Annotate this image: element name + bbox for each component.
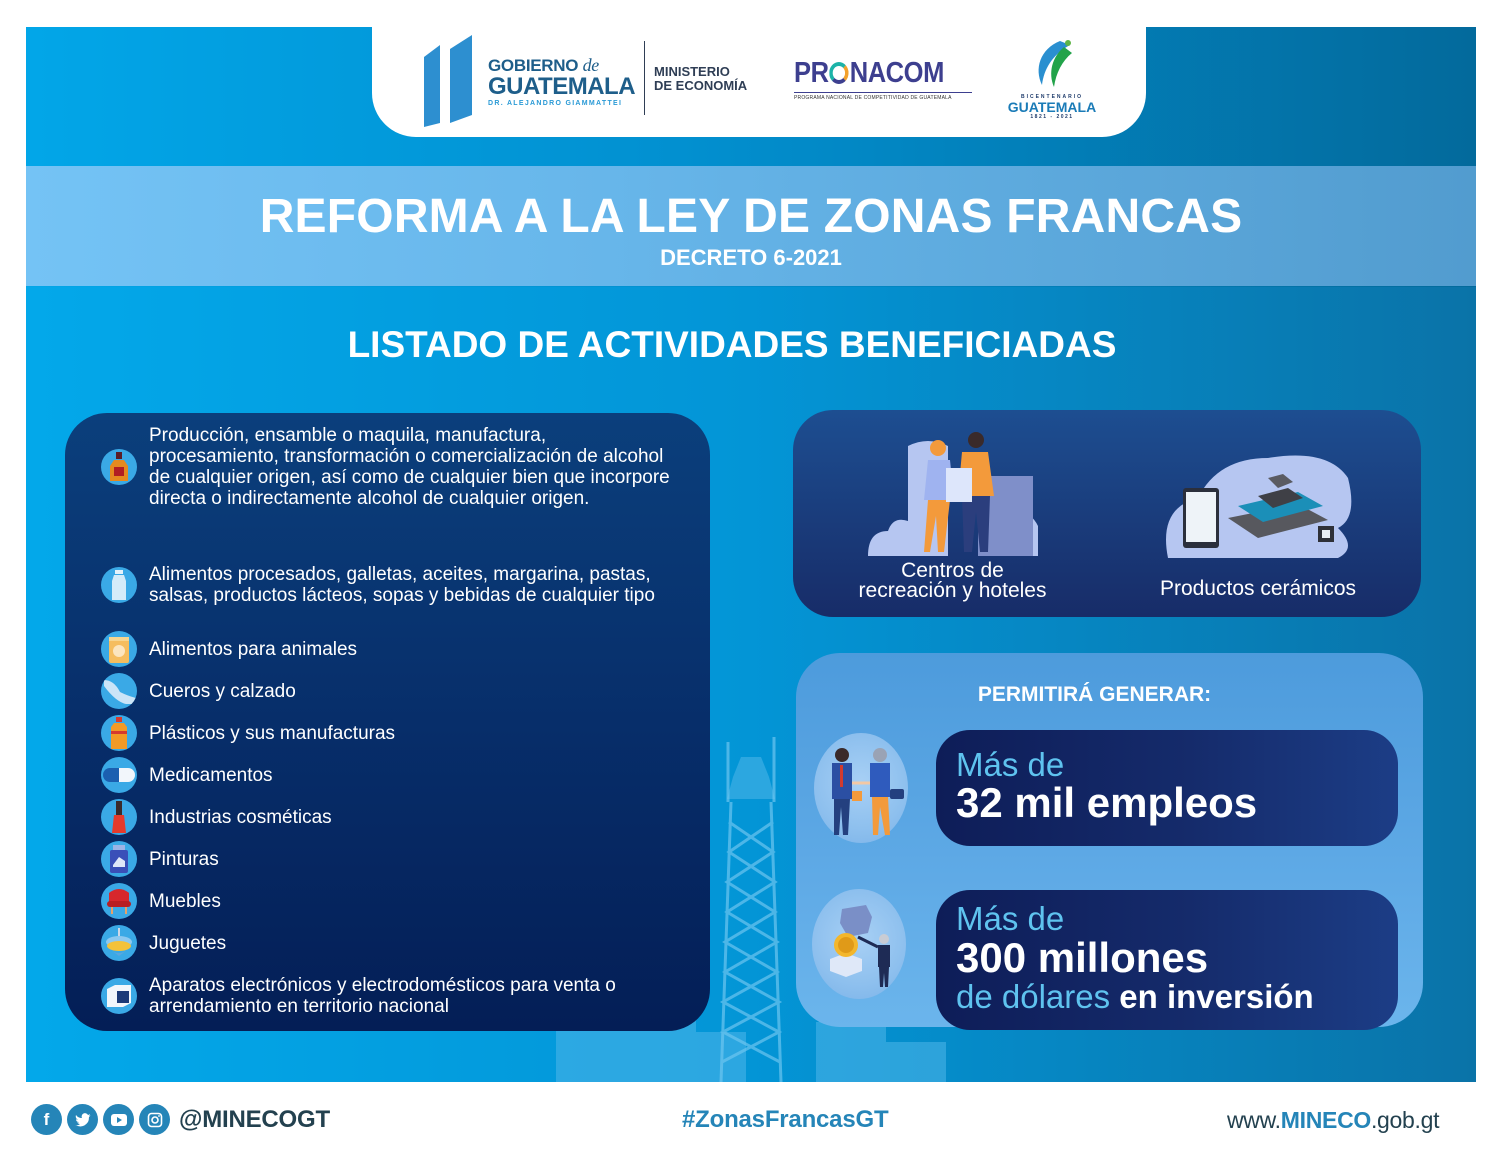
list-item: Cueros y calzado	[101, 673, 679, 709]
nail-polish-icon	[101, 799, 137, 835]
plastic-bottle-icon	[101, 715, 137, 751]
list-item: Alimentos para animales	[101, 631, 679, 667]
impact-title: PERMITIRÁ GENERAR:	[977, 683, 1212, 706]
sector-ceramic-products: Productos cerámicos	[1123, 448, 1393, 599]
list-item: Plásticos y sus manufacturas	[101, 715, 679, 751]
title-banner	[26, 166, 1476, 286]
list-item: Pinturas	[101, 841, 679, 877]
milk-bottle-icon	[101, 567, 137, 603]
infographic-panel	[26, 27, 1476, 1082]
pronacom-ring-icon	[829, 62, 848, 84]
armchair-icon	[101, 883, 137, 919]
tourists-illustration-icon	[858, 426, 1048, 556]
spinning-top-icon	[101, 925, 137, 961]
list-item: Alimentos procesados, galletas, aceites, margarina, pastas, salsas, productos lácteos, sopas y bebidas de cualquier tipo	[101, 564, 679, 606]
list-item: Medicamentos	[101, 757, 679, 793]
handshake-illustration-icon	[814, 733, 908, 843]
logo-divider	[644, 41, 645, 115]
pet-food-bag-icon	[101, 631, 137, 667]
jobs-stat: Más de 32 mil empleos	[936, 730, 1398, 846]
appliance-icon	[101, 978, 137, 1014]
list-item: Aparatos electrónicos y electrodomésticos para venta o arrendamiento en territorio nacional	[101, 975, 679, 1017]
facebook-icon[interactable]: f	[31, 1104, 62, 1135]
sectors-card	[793, 410, 1421, 617]
page-title: REFORMA A LA LEY DE ZONAS FRANCAS	[259, 190, 1243, 243]
gobierno-guatemala-logo: GOBIERNO de GUATEMALA DR. ALEJANDRO GIAMMATTEI	[488, 55, 636, 107]
list-item: Muebles	[101, 883, 679, 919]
ministerio-economia-logo: MINISTERIO DE ECONOMÍA	[654, 64, 748, 93]
investment-stat: Más de 300 millones de dólares en inversión	[936, 890, 1398, 1030]
pronacom-logo: PR NACOM PROGRAMA NACIONAL DE COMPETITIVIDAD DE GUATEMALA	[794, 57, 972, 101]
decree-subtitle: DECRETO 6-2021	[660, 245, 842, 270]
liquor-bottle-icon	[101, 449, 137, 485]
paint-can-icon	[101, 841, 137, 877]
social-links	[31, 1104, 330, 1135]
twitter-icon[interactable]	[67, 1104, 98, 1135]
logo-header	[372, 27, 1146, 137]
list-item: Industrias cosméticas	[101, 799, 679, 835]
gobierno-guatemala-logo-icon	[424, 35, 474, 127]
footer	[0, 1082, 1500, 1158]
bicentenario-logo: BICENTENARIO GUATEMALA 1821 - 2021	[1004, 39, 1100, 120]
electronics-chip-illustration-icon	[1158, 448, 1358, 562]
activities-card	[65, 413, 710, 1031]
impact-card	[796, 653, 1423, 1027]
youtube-icon[interactable]	[103, 1104, 134, 1135]
investment-coin-illustration-icon	[812, 889, 906, 999]
instagram-icon[interactable]	[139, 1104, 170, 1135]
bicentenario-flag-icon	[1030, 39, 1074, 89]
website-link[interactable]: www.MINECO.gob.gt	[1227, 1107, 1440, 1133]
section-title: LISTADO DE ACTIVIDADES BENEFICIADAS	[347, 324, 1117, 365]
shoe-icon	[101, 673, 137, 709]
pill-capsule-icon	[101, 757, 137, 793]
hashtag[interactable]: #ZonasFrancasGT	[682, 1106, 889, 1133]
list-item: Juguetes	[101, 925, 679, 961]
social-handle[interactable]: @MINECOGT	[179, 1105, 330, 1133]
sector-recreation-hotels: Centros de recreación y hoteles	[825, 426, 1080, 601]
list-item: Producción, ensamble o maquila, manufactura, procesamiento, transformación o comercialización de alcohol de cualquier origen, así como de cualquier bien que incorpore directa o indirectamente alcohol de cualquier origen.	[101, 425, 679, 509]
